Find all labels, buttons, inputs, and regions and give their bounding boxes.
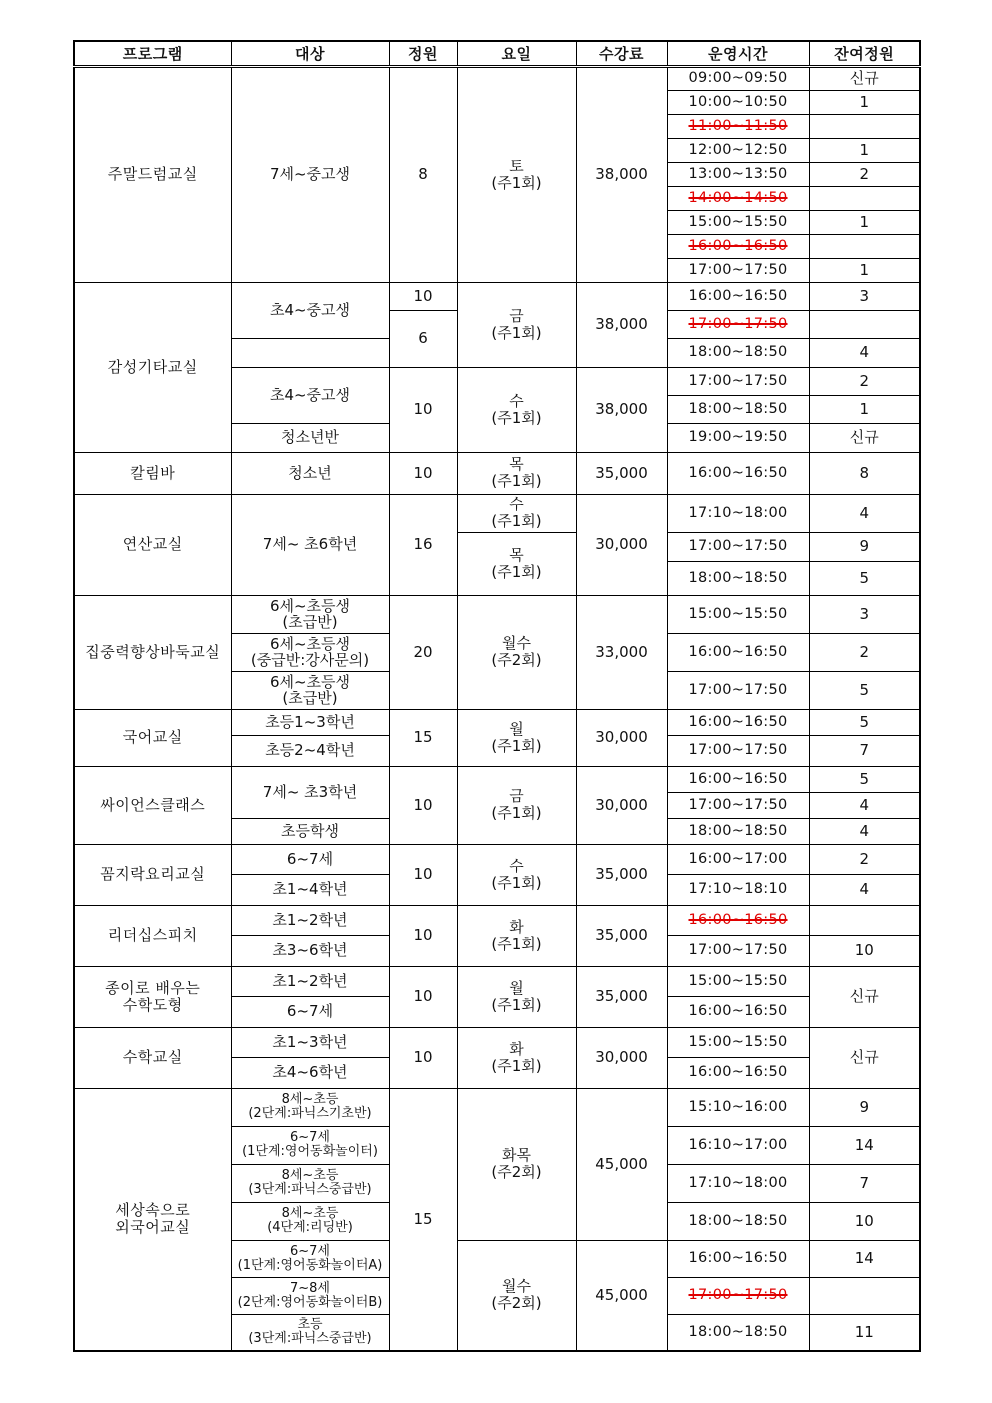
time-cell: 16:00~16:50 xyxy=(667,633,809,671)
day-cell: 토 (주1회) xyxy=(457,66,576,282)
capacity-cell: 16 xyxy=(389,494,457,595)
remaining-cell xyxy=(809,1277,920,1314)
target-cell: 6~7세 (1단계:영어동화놀이터A) xyxy=(231,1240,389,1277)
target-cell: 초1~2학년 xyxy=(231,905,389,935)
struck-time: 16:00~16:50 xyxy=(688,911,788,928)
time-cell: 16:00~16:50 xyxy=(667,282,809,310)
remaining-cell: 9 xyxy=(809,532,920,561)
time-cell: 15:00~15:50 xyxy=(667,966,809,996)
time-cell: 10:00~10:50 xyxy=(667,90,809,114)
header-target: 대상 xyxy=(231,41,389,66)
table-row xyxy=(74,1027,920,1057)
remaining-cell: 3 xyxy=(809,595,920,633)
program-name: 수학교실 xyxy=(74,1027,231,1088)
remaining-cell: 2 xyxy=(809,162,920,186)
program-name: 종이로 배우는 수학도형 xyxy=(74,966,231,1027)
capacity-cell: 10 xyxy=(389,1027,457,1088)
fee-cell: 30,000 xyxy=(576,766,667,844)
time-cell: 18:00~18:50 xyxy=(667,1202,809,1240)
time-cell: 18:00~18:50 xyxy=(667,561,809,595)
table-row xyxy=(74,595,920,633)
target-cell: 7~8세 (2단계:영어동화놀이터B) xyxy=(231,1277,389,1314)
time-cell: 15:00~15:50 xyxy=(667,1027,809,1057)
remaining-cell: 2 xyxy=(809,633,920,671)
struck-time: 17:00~17:50 xyxy=(688,1287,788,1303)
fee-cell: 35,000 xyxy=(576,844,667,905)
capacity-cell: 10 xyxy=(389,844,457,905)
target-cell: 7세~중고생 xyxy=(231,66,389,282)
table-row xyxy=(74,66,920,90)
struck-time: 17:00~17:50 xyxy=(688,315,788,332)
capacity-cell: 10 xyxy=(389,282,457,310)
remaining-cell: 1 xyxy=(809,210,920,234)
target-cell: 초4~6학년 xyxy=(231,1057,389,1088)
capacity-cell: 8 xyxy=(389,66,457,282)
program-name: 꼼지락요리교실 xyxy=(74,844,231,905)
capacity-cell: 10 xyxy=(389,452,457,494)
day-cell: 목 (주1회) xyxy=(457,532,576,595)
fee-cell: 30,000 xyxy=(576,709,667,766)
remaining-cell: 4 xyxy=(809,338,920,367)
capacity-cell: 10 xyxy=(389,966,457,1027)
fee-cell: 38,000 xyxy=(576,282,667,367)
capacity-cell: 15 xyxy=(389,1088,457,1351)
time-cell: 17:00~17:50 xyxy=(667,935,809,966)
target-cell: 7세~ 초3학년 xyxy=(231,766,389,818)
time-cell: 13:00~13:50 xyxy=(667,162,809,186)
capacity-cell: 6 xyxy=(389,310,457,367)
remaining-cell: 1 xyxy=(809,138,920,162)
time-cell: 19:00~19:50 xyxy=(667,423,809,452)
target-cell: 초4~중고생 xyxy=(231,367,389,423)
program-name: 감성기타교실 xyxy=(74,282,231,452)
program-name: 주말드럼교실 xyxy=(74,66,231,282)
time-cell: 17:00~17:50 xyxy=(667,735,809,766)
remaining-cell: 신규 xyxy=(809,966,920,1027)
time-cell-closed xyxy=(667,1277,809,1314)
target-cell: 초1~3학년 xyxy=(231,1027,389,1057)
day-cell: 월수 (주2회) xyxy=(457,595,576,709)
header-fee: 수강료 xyxy=(576,41,667,66)
program-name: 집중력향상바둑교실 xyxy=(74,595,231,709)
remaining-cell: 4 xyxy=(809,818,920,844)
fee-cell: 45,000 xyxy=(576,1240,667,1351)
target-cell: 초4~중고생 xyxy=(231,282,389,338)
header-program: 프로그램 xyxy=(74,41,231,66)
remaining-cell: 2 xyxy=(809,844,920,874)
day-cell: 금 (주1회) xyxy=(457,282,576,367)
table-row xyxy=(74,844,920,874)
remaining-cell: 2 xyxy=(809,367,920,395)
time-cell: 16:00~16:50 xyxy=(667,1057,809,1088)
program-name: 세상속으로 외국어교실 xyxy=(74,1088,231,1351)
remaining-cell: 신규 xyxy=(809,423,920,452)
remaining-cell: 5 xyxy=(809,709,920,735)
remaining-cell: 4 xyxy=(809,792,920,818)
program-schedule-table xyxy=(73,40,921,1352)
program-name: 국어교실 xyxy=(74,709,231,766)
remaining-cell: 4 xyxy=(809,494,920,532)
day-cell: 목 (주1회) xyxy=(457,452,576,494)
target-cell: 초등학생 xyxy=(231,818,389,844)
time-cell: 17:10~18:00 xyxy=(667,1164,809,1202)
remaining-cell: 8 xyxy=(809,452,920,494)
capacity-cell: 10 xyxy=(389,367,457,452)
fee-cell: 35,000 xyxy=(576,452,667,494)
time-cell: 17:10~18:10 xyxy=(667,874,809,905)
target-cell: 8세~초등 (2단계:파닉스기초반) xyxy=(231,1088,389,1126)
time-cell: 16:00~16:50 xyxy=(667,996,809,1027)
time-cell: 16:10~17:00 xyxy=(667,1126,809,1164)
time-cell: 16:00~17:00 xyxy=(667,844,809,874)
remaining-cell: 4 xyxy=(809,874,920,905)
day-cell: 수 (주1회) xyxy=(457,367,576,452)
table-row xyxy=(74,494,920,532)
header-row xyxy=(74,41,920,66)
time-cell: 09:00~09:50 xyxy=(667,66,809,90)
remaining-cell: 신규 xyxy=(809,1027,920,1088)
time-cell: 16:00~16:50 xyxy=(667,709,809,735)
fee-cell: 45,000 xyxy=(576,1088,667,1240)
header-day: 요일 xyxy=(457,41,576,66)
remaining-cell xyxy=(809,234,920,258)
day-cell: 화 (주1회) xyxy=(457,1027,576,1088)
remaining-cell: 5 xyxy=(809,561,920,595)
remaining-cell xyxy=(809,186,920,210)
target-cell: 초1~4학년 xyxy=(231,874,389,905)
capacity-cell: 15 xyxy=(389,709,457,766)
fee-cell: 38,000 xyxy=(576,367,667,452)
time-cell-closed xyxy=(667,310,809,338)
fee-cell: 30,000 xyxy=(576,1027,667,1088)
time-cell: 17:00~17:50 xyxy=(667,792,809,818)
table-row xyxy=(74,966,920,996)
time-cell-closed xyxy=(667,114,809,138)
program-name: 연산교실 xyxy=(74,494,231,595)
target-cell: 청소년반 xyxy=(231,423,389,452)
target-cell: 초등2~4학년 xyxy=(231,735,389,766)
time-cell-closed xyxy=(667,234,809,258)
time-cell: 17:00~17:50 xyxy=(667,671,809,709)
time-cell: 17:10~18:00 xyxy=(667,494,809,532)
time-cell: 16:00~16:50 xyxy=(667,1240,809,1277)
struck-time: 11:00~11:50 xyxy=(688,117,788,134)
remaining-cell: 14 xyxy=(809,1126,920,1164)
target-cell: 초3~6학년 xyxy=(231,935,389,966)
capacity-cell: 20 xyxy=(389,595,457,709)
time-cell: 17:00~17:50 xyxy=(667,532,809,561)
remaining-cell: 1 xyxy=(809,90,920,114)
table-row xyxy=(74,905,920,935)
day-cell: 월 (주1회) xyxy=(457,966,576,1027)
fee-cell: 38,000 xyxy=(576,66,667,282)
fee-cell: 30,000 xyxy=(576,494,667,595)
remaining-cell: 3 xyxy=(809,282,920,310)
struck-time: 14:00~14:50 xyxy=(688,189,788,206)
capacity-cell: 10 xyxy=(389,905,457,966)
target-cell: 초등1~3학년 xyxy=(231,709,389,735)
remaining-cell: 10 xyxy=(809,1202,920,1240)
remaining-cell: 1 xyxy=(809,395,920,423)
remaining-cell: 1 xyxy=(809,258,920,282)
capacity-cell: 10 xyxy=(389,766,457,844)
fee-cell: 35,000 xyxy=(576,966,667,1027)
program-name: 칼림바 xyxy=(74,452,231,494)
table-row xyxy=(74,766,920,792)
remaining-cell xyxy=(809,310,920,338)
target-cell: 8세~초등 (4단계:리딩반) xyxy=(231,1202,389,1240)
time-cell: 18:00~18:50 xyxy=(667,818,809,844)
table-row xyxy=(74,709,920,735)
remaining-cell: 11 xyxy=(809,1314,920,1351)
time-cell: 17:00~17:50 xyxy=(667,258,809,282)
day-cell: 화 (주1회) xyxy=(457,905,576,966)
target-cell: 초등 (3단계:파닉스중급반) xyxy=(231,1314,389,1351)
target-cell: 6세~초등생 (중급반:강사문의) xyxy=(231,633,389,671)
time-cell-closed xyxy=(667,186,809,210)
target-cell: 6~7세 xyxy=(231,844,389,874)
target-cell: 6세~초등생 (초급반) xyxy=(231,595,389,633)
time-cell: 17:00~17:50 xyxy=(667,367,809,395)
remaining-cell: 7 xyxy=(809,735,920,766)
table-row xyxy=(74,1088,920,1126)
target-cell: 청소년 xyxy=(231,452,389,494)
time-cell: 16:00~16:50 xyxy=(667,452,809,494)
target-cell: 7세~ 초6학년 xyxy=(231,494,389,595)
remaining-cell xyxy=(809,114,920,138)
time-cell: 12:00~12:50 xyxy=(667,138,809,162)
day-cell: 월 (주1회) xyxy=(457,709,576,766)
time-cell: 18:00~18:50 xyxy=(667,338,809,367)
remaining-cell: 5 xyxy=(809,766,920,792)
header-time: 운영시간 xyxy=(667,41,809,66)
remaining-cell: 5 xyxy=(809,671,920,709)
header-capacity: 정원 xyxy=(389,41,457,66)
time-cell: 18:00~18:50 xyxy=(667,1314,809,1351)
program-name: 리더십스피치 xyxy=(74,905,231,966)
target-cell: 8세~초등 (3단계:파닉스중급반) xyxy=(231,1164,389,1202)
fee-cell: 33,000 xyxy=(576,595,667,709)
day-cell: 화목 (주2회) xyxy=(457,1088,576,1240)
table-row xyxy=(74,282,920,310)
table-row xyxy=(74,452,920,494)
time-cell: 18:00~18:50 xyxy=(667,395,809,423)
time-cell: 16:00~16:50 xyxy=(667,766,809,792)
remaining-cell: 14 xyxy=(809,1240,920,1277)
program-name: 싸이언스클래스 xyxy=(74,766,231,844)
struck-time: 16:00~16:50 xyxy=(688,237,788,254)
fee-cell: 35,000 xyxy=(576,905,667,966)
target-cell xyxy=(231,338,389,367)
target-cell: 6~7세 xyxy=(231,996,389,1027)
remaining-cell xyxy=(809,905,920,935)
day-cell: 월수 (주2회) xyxy=(457,1240,576,1351)
day-cell: 금 (주1회) xyxy=(457,766,576,844)
target-cell: 초1~2학년 xyxy=(231,966,389,996)
remaining-cell: 10 xyxy=(809,935,920,966)
time-cell: 15:10~16:00 xyxy=(667,1088,809,1126)
target-cell: 6세~초등생 (초급반) xyxy=(231,671,389,709)
remaining-cell: 7 xyxy=(809,1164,920,1202)
time-cell: 15:00~15:50 xyxy=(667,595,809,633)
time-cell-closed xyxy=(667,905,809,935)
remaining-cell: 9 xyxy=(809,1088,920,1126)
time-cell: 15:00~15:50 xyxy=(667,210,809,234)
day-cell: 수 (주1회) xyxy=(457,844,576,905)
header-remaining: 잔여정원 xyxy=(809,41,920,66)
target-cell: 6~7세 (1단계:영어동화놀이터) xyxy=(231,1126,389,1164)
day-cell: 수 (주1회) xyxy=(457,494,576,532)
remaining-cell: 신규 xyxy=(809,66,920,90)
